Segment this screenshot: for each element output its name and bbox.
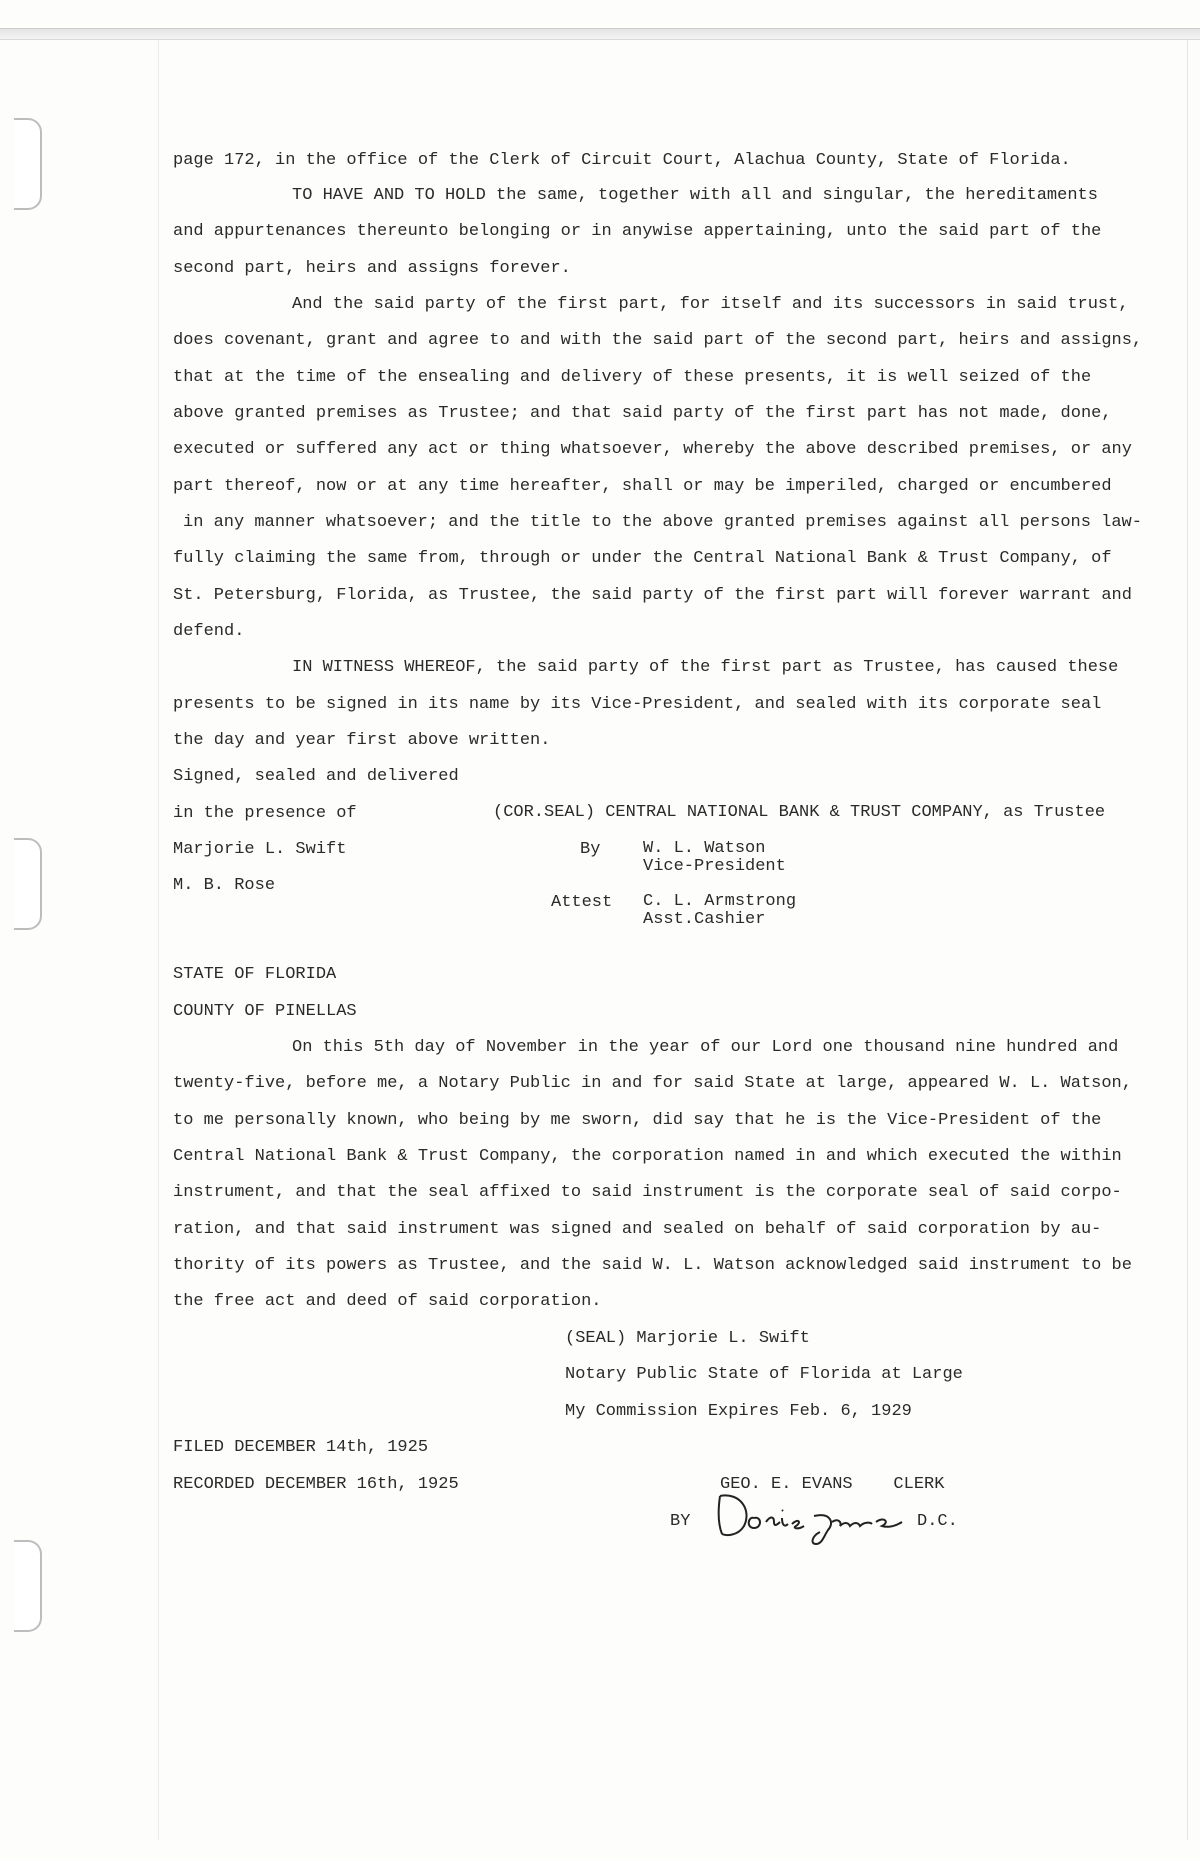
by-label: By (580, 840, 601, 859)
binder-hole-icon (14, 118, 42, 210)
ack-line: twenty-five, before me, a Notary Public in and for said State at large, appeared W. L. Watson, (173, 1074, 1132, 1093)
deputy-clerk-suffix: D.C. (917, 1512, 958, 1531)
body-line: the day and year first above written. (173, 731, 551, 750)
body-line: defend. (173, 622, 245, 641)
body-line: TO HAVE AND TO HOLD the same, together with all and singular, the hereditaments (292, 186, 1098, 205)
page-right-edge (1187, 40, 1188, 1840)
body-line: fully claiming the same from, through or under the Central National Bank & Trust Company, of (173, 549, 1112, 568)
body-line: executed or suffered any act or thing whatsoever, whereby the above described premises, or any (173, 440, 1132, 459)
notary-seal-line: (SEAL) Marjorie L. Swift (565, 1329, 810, 1348)
witness-name: M. B. Rose (173, 876, 276, 895)
body-line: and appurtenances thereunto belonging or in anywise appertaining, unto the said part of the (173, 222, 1102, 241)
attest-label: Attest (551, 893, 613, 912)
filed-date: FILED DECEMBER 14th, 1925 (173, 1438, 429, 1457)
ack-line: Central National Bank & Trust Company, the corporation named in and which executed the within (173, 1147, 1122, 1166)
notary-commission: My Commission Expires Feb. 6, 1929 (565, 1402, 912, 1421)
body-line: part thereof, now or at any time hereafter, shall or may be imperiled, charged or encumbered (173, 477, 1112, 496)
body-line: above granted premises as Trustee; and that said party of the first part has not made, done, (173, 404, 1112, 423)
attester-name: C. L. Armstrong (643, 892, 797, 911)
ack-county: COUNTY OF PINELLAS (173, 1002, 357, 1021)
ack-line: the free act and deed of said corporation. (173, 1292, 602, 1311)
body-line: does covenant, grant and agree to and with the said part of the second part, heirs and assigns, (173, 331, 1143, 350)
body-line: St. Petersburg, Florida, as Trustee, the said party of the first part will forever warrant and (173, 586, 1132, 605)
deputy-signature (712, 1488, 912, 1548)
binder-hole-icon (14, 838, 42, 930)
ack-line: to me personally known, who being by me sworn, did say that he is the Vice-President of the (173, 1111, 1102, 1130)
binder-hole-icon (14, 1540, 42, 1632)
body-line: IN WITNESS WHEREOF, the said party of the first part as Trustee, has caused these (292, 658, 1119, 677)
ack-state: STATE OF FLORIDA (173, 965, 337, 984)
ack-line: thority of its powers as Trustee, and the said W. L. Watson acknowledged said instrument to be (173, 1256, 1132, 1275)
body-line: second part, heirs and assigns forever. (173, 259, 571, 278)
page-top-border (0, 28, 1200, 40)
body-line: in the presence of (173, 804, 357, 823)
margin-rule (158, 40, 159, 1840)
body-line: presents to be signed in its name by its Vice-President, and sealed with its corporate seal (173, 695, 1102, 714)
attester-title: Asst.Cashier (643, 910, 766, 929)
corporate-seal-line: (COR.SEAL) CENTRAL NATIONAL BANK & TRUST COMPANY, as Trustee (493, 803, 1106, 822)
body-line: Signed, sealed and delivered (173, 767, 459, 786)
signer-name: W. L. Watson (643, 839, 766, 858)
signer-title: Vice-President (643, 857, 786, 876)
body-line: that at the time of the ensealing and delivery of these presents, it is well seized of the (173, 368, 1092, 387)
ack-line: instrument, and that the seal affixed to said instrument is the corporate seal of said corpo- (173, 1183, 1122, 1202)
notary-title: Notary Public State of Florida at Large (565, 1365, 963, 1384)
witness-name: Marjorie L. Swift (173, 840, 347, 859)
ack-line: ration, and that said instrument was signed and sealed on behalf of said corporation by au- (173, 1220, 1102, 1239)
by-label: BY (670, 1512, 691, 1531)
ack-line: On this 5th day of November in the year of our Lord one thousand nine hundred and (292, 1038, 1119, 1057)
recorded-date: RECORDED DECEMBER 16th, 1925 (173, 1475, 459, 1494)
body-line: in any manner whatsoever; and the title to the above granted premises against all persons law- (183, 513, 1142, 532)
body-line: And the said party of the first part, for itself and its successors in said trust, (292, 295, 1129, 314)
body-line: page 172, in the office of the Clerk of Circuit Court, Alachua County, State of Florida. (173, 151, 1071, 170)
clerk-name: GEO. E. EVANS CLERK (720, 1475, 945, 1494)
